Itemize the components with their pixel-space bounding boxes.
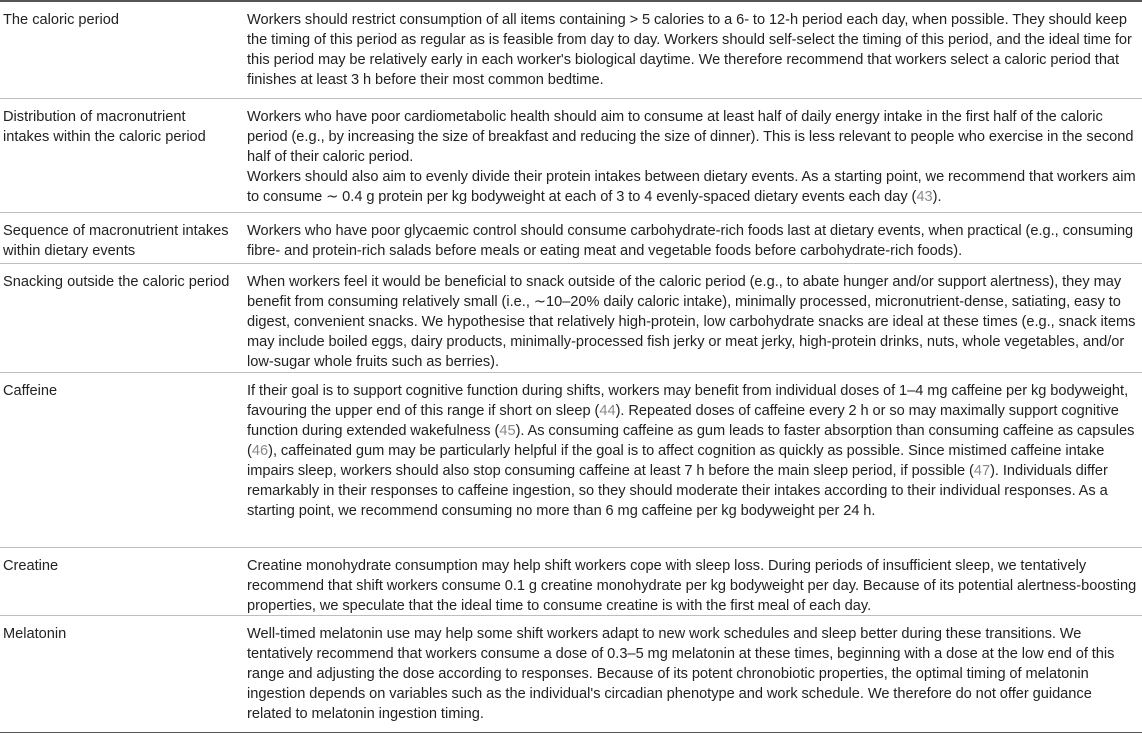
row-paragraph: Workers should also aim to evenly divide their protein intakes between dietary events. As a starting point, we recommend that workers aim to consume ∼ 0.4 g protein per kg bodyweight at each of 3 to 4 evenly-spaced dietary events each day (43). xyxy=(247,169,1136,205)
row-label: Snacking outside the caloric period xyxy=(3,274,230,290)
row-text xyxy=(247,381,1137,521)
row-label: Creatine xyxy=(3,558,59,574)
table-row xyxy=(0,99,1142,213)
row-paragraph: Workers who have poor glycaemic control should consume carbohydrate-rich foods last at dietary events, when practical (e.g., consuming fibre- and protein-rich salads before meals or eating meat and vegetable foods before carbohydrate-rich foods). xyxy=(247,223,1134,259)
row-text xyxy=(247,272,1137,372)
row-paragraph: Creatine monohydrate consumption may help shift workers cope with sleep loss. During periods of insufficient sleep, we tentatively recommend that shift workers consume 0.1 g creatine monohydrate per kg bodyweight per day. Because of its potential alertness-boosting properties, we speculate that the ideal time to consume creatine is with the first meal of each day. xyxy=(247,558,1137,614)
reference-link[interactable]: 44 xyxy=(599,403,616,419)
table-row xyxy=(0,548,1142,616)
table-row xyxy=(0,2,1142,99)
row-text xyxy=(247,556,1137,616)
reference-link[interactable]: 45 xyxy=(499,423,516,439)
reference-link[interactable]: 43 xyxy=(916,189,933,205)
table-row xyxy=(0,264,1142,373)
row-text xyxy=(247,10,1137,90)
row-paragraph: Well-timed melatonin use may help some shift workers adapt to new work schedules and sleep better during these transitions. We tentatively recommend that workers consume a dose of 0.3–5 mg melatonin at these times, beginning with a dose at the low end of this range and adjusting the dose according to responses. Because of its potent chronobiotic properties, the optimal timing of melatonin ingestion depends on variables such as the individual's circadian phenotype and work schedule. We therefore do not offer guidance related to melatonin ingestion timing. xyxy=(247,626,1115,722)
row-text xyxy=(247,107,1137,207)
row-paragraph: If their goal is to support cognitive function during shifts, workers may benefit from individual doses of 1–4 mg caffeine per kg bodyweight, favouring the upper end of this range if short on sleep (44). Repeated doses of caffeine every 2 h or so may maximally support cognitive function during extended wakefulness (45). As consuming caffeine as gum leads to faster absorption than consuming caffeine as capsules (46), caffeinated gum may be particularly helpful if the goal is to affect cognition as quickly as possible. Since mistimed caffeine intake impairs sleep, workers should also stop consuming caffeine at least 7 h before the main sleep period, if possible (47). Individuals differ remarkably in their responses to caffeine ingestion, so they should moderate their intakes according to their individual responses. As a starting point, we recommend consuming no more than 6 mg caffeine per kg bodyweight per 24 h. xyxy=(247,383,1135,519)
row-label: Caffeine xyxy=(3,383,58,399)
row-text xyxy=(247,221,1137,261)
reference-link[interactable]: 46 xyxy=(251,443,269,459)
table-row xyxy=(0,616,1142,733)
row-label: Sequence of macronutrient intakes within dietary events xyxy=(3,223,229,259)
row-paragraph: When workers feel it would be beneficial to snack outside of the caloric period (e.g., to abate hunger and/or support alertness), they may benefit from consuming relatively small (i.e., ∼10–20% daily caloric intake), minimally processed, micronutrient-dense, satiating, easy to digest, convenient snacks. We hypothesise that relatively high-protein, low carbohydrate snacks are ideal at these times (e.g., snack items may include boiled eggs, dairy products, minimally-processed fish jerky or meat jerky, high-protein drinks, nuts, whole vegetables, and/or low-sugar whole fruits such as berries). xyxy=(247,274,1136,370)
table-row xyxy=(0,373,1142,548)
row-text xyxy=(247,624,1137,724)
row-label: The caloric period xyxy=(3,12,119,28)
reference-link[interactable]: 47 xyxy=(973,463,991,479)
table-row xyxy=(0,213,1142,264)
row-label: Distribution of macronutrient intakes within the caloric period xyxy=(3,109,206,145)
row-paragraph: Workers who have poor cardiometabolic health should aim to consume at least half of daily energy intake in the first half of the caloric period (e.g., by increasing the size of breakfast and reducing the size of dinner). This is less relevant to people who exercise in the second half of their caloric period. xyxy=(247,109,1134,165)
row-paragraph: Workers should restrict consumption of all items containing > 5 calories to a 6- to 12-h period each day, when possible. They should keep the timing of this period as regular as is feasible from day to day. Workers should self-select the timing of this period, and the ideal time for this period may be relatively early in each worker's biological daytime. We therefore recommend that workers select a caloric period that finishes at least 3 h before their most common bedtime. xyxy=(247,12,1132,88)
row-label: Melatonin xyxy=(3,626,67,642)
